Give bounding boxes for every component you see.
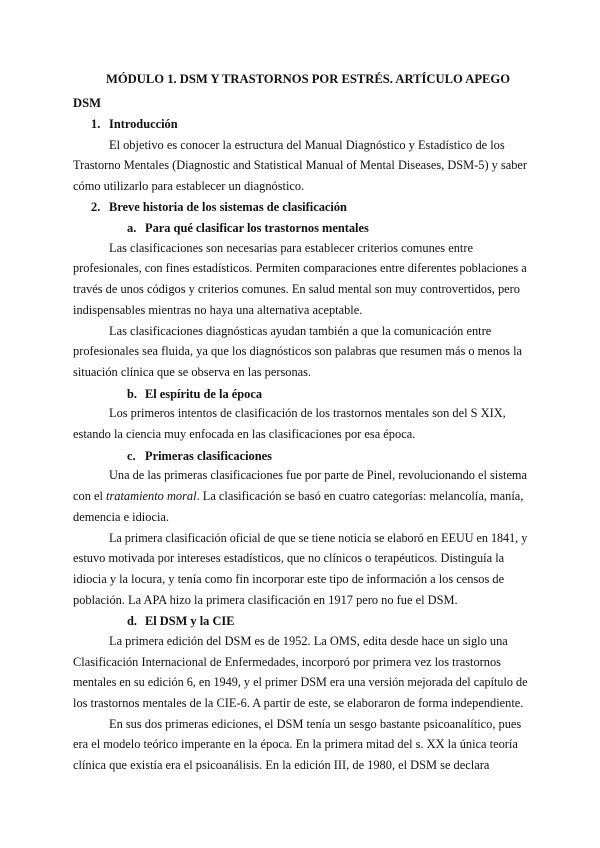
paragraph-line: Las clasificaciones diagnósticas ayudan también a que la comunicación entre	[109, 324, 492, 338]
paragraph-line: cómo utilizarlo para establecer un diagnóstico.	[73, 179, 305, 193]
paragraph-line: población. La APA hizo la primera clasificación en 1917 pero no fue el DSM.	[73, 593, 458, 607]
text-run: con el	[73, 489, 107, 503]
subsection-heading-primeras	[127, 449, 272, 464]
paragraph-line: mentales en su edición 6, en 1949, y el primer DSM era una versión mejorada del capítulo de	[73, 675, 528, 689]
paragraph-line: idiocia y la locura, y tenía como fin incorporar este tipo de información a los censos de	[73, 572, 505, 586]
paragraph-line: clínica que existía era el psicoanálisis. En la edición III, de 1980, el DSM se declara	[73, 758, 490, 772]
section-number: 2.	[91, 200, 101, 214]
paragraph-line	[73, 490, 523, 502]
paragraph-line: El objetivo es conocer la estructura del Manual Diagnóstico y Estadístico de los	[109, 138, 505, 152]
subsection-letter: c.	[127, 449, 136, 463]
section-number: 1.	[91, 117, 101, 131]
paragraph-line: era el modelo teórico imperante en la época. En la primera mitad del s. XX la única teoría	[73, 737, 518, 751]
section-heading-historia	[91, 200, 347, 215]
subsection-heading-espiritu	[127, 387, 262, 402]
paragraph-line: indispensables mientras no haya una alternativa aceptable.	[73, 303, 363, 317]
document-title-line-2: DSM	[73, 96, 101, 110]
paragraph-line: En sus dos primeras ediciones, el DSM tenía un sesgo bastante psicoanalítico, pues	[109, 717, 522, 731]
paragraph-line: demencia e idiocia.	[73, 510, 169, 524]
subsection-title: El DSM y la CIE	[145, 614, 235, 628]
subsection-title: Para qué clasificar los trastornos mentales	[145, 221, 369, 235]
paragraph-line: Una de las primeras clasificaciones fue por parte de Pinel, revolucionando el sistema	[109, 468, 527, 482]
paragraph-line: situación clínica que se observa en las personas.	[73, 365, 312, 379]
paragraph-line: profesionales, con fines estadísticos. Permiten comparaciones entre diferentes poblaciones a	[73, 261, 527, 275]
paragraph-line: La primera clasificación oficial de que se tiene noticia se elaboró en EEUU en 1841, y	[109, 531, 528, 545]
paragraph-line: estando la ciencia muy enfocada en las clasificaciones por esa época.	[73, 427, 416, 441]
section-title: Breve historia de los sistemas de clasificación	[109, 200, 347, 214]
subsection-letter: b.	[127, 387, 137, 401]
paragraph-line: La primera edición del DSM es de 1952. La OMS, edita desde hace un siglo una	[109, 634, 508, 648]
text-run: . La clasificación se basó en cuatro categorías: melancolía, manía,	[196, 489, 524, 503]
paragraph-line: Trastorno Mentales (Diagnostic and Statistical Manual of Mental Diseases, DSM-5) y saber	[73, 158, 528, 172]
subsection-heading-dsm-cie	[127, 614, 235, 629]
subsection-letter: a.	[127, 221, 137, 235]
subsection-letter: d.	[127, 614, 137, 628]
subsection-title: Primeras clasificaciones	[145, 449, 272, 463]
paragraph-line: Los primeros intentos de clasificación de los trastornos mentales son del S XIX,	[109, 406, 506, 420]
subsection-heading-para-que	[127, 221, 369, 236]
paragraph-line: Clasificación Internacional de Enfermedades, incorporó por primera vez los trastornos	[73, 655, 502, 669]
section-title: Introducción	[109, 117, 178, 131]
document-title-line-1: MÓDULO 1. DSM Y TRASTORNOS POR ESTRÉS. ARTÍCULO APEGO	[106, 72, 511, 86]
paragraph-line: profesionales sea fluida, ya que los diagnósticos son palabras que resumen más o menos la	[73, 344, 523, 358]
paragraph-line: estuvo motivada por intereses estadísticos, que no clínicos o terapéuticos. Distinguía la	[73, 551, 505, 565]
subsection-title: El espíritu de la época	[145, 387, 263, 401]
paragraph-line: través de unos códigos y criterios comunes. En salud mental son muy controvertidos, pero	[73, 282, 521, 296]
italic-term: tratamiento moral	[106, 489, 197, 503]
section-heading-introduccion	[91, 117, 178, 132]
paragraph-line: Las clasificaciones son necesarias para establecer criterios comunes entre	[109, 241, 473, 255]
paragraph-line: los trastornos mentales de la CIE-6. A partir de este, se elaboraron de forma independiente.	[73, 696, 524, 710]
